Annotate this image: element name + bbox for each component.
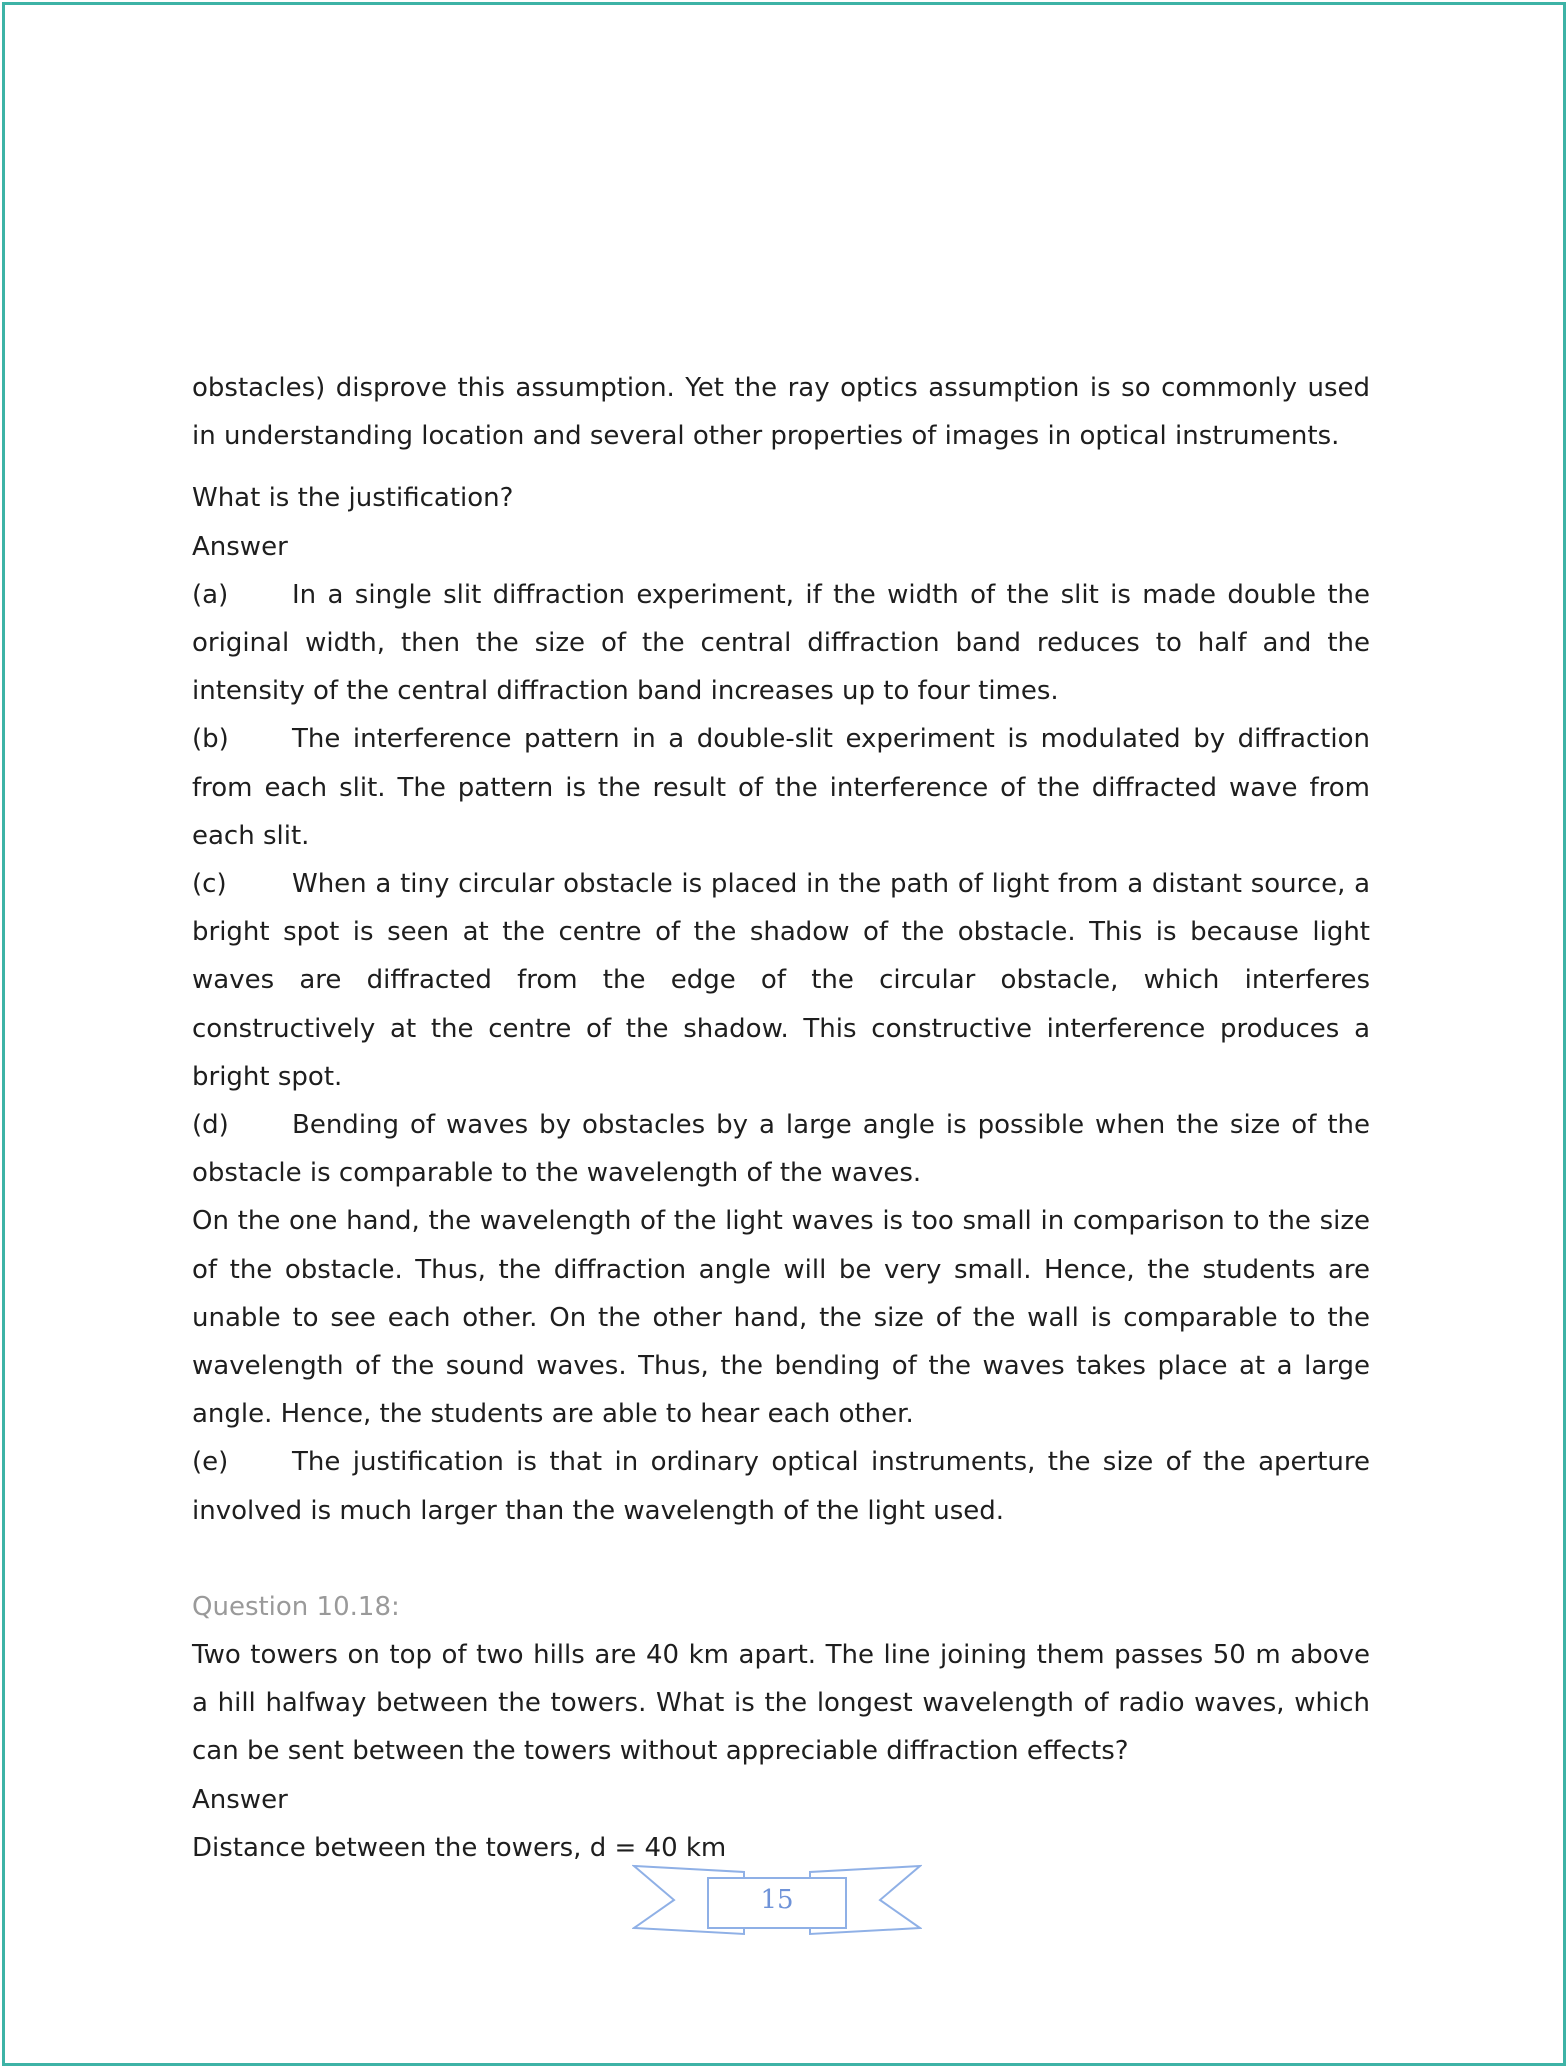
item-text: In a single slit diffraction experiment, if the width of the slit is made double the original width, then the size of the central diffraction band reduces to half and the intensity of the central diffraction band increases up to four times. xyxy=(192,579,1370,707)
page-number: 15 xyxy=(760,1885,794,1915)
item-label: (b) xyxy=(192,724,229,755)
item-label: (c) xyxy=(192,869,227,900)
item-text: When a tiny circular obstacle is placed in the path of light from a distant source, a bright spot is seen at the centre of the shadow of the obstacle. This is because light waves are diffracted from the edge of the circular obstacle, which interferes constructively at the centre of the shadow. This constructive interference produces a bright spot. xyxy=(192,869,1370,1092)
item-label: (d) xyxy=(192,1110,229,1141)
item-text: The interference pattern in a double-slit experiment is modulated by diffraction from each slit. The pattern is the result of the interference of the diffracted wave from each slit. xyxy=(192,724,1370,851)
answer-item-b xyxy=(192,715,1370,860)
answer-label: Answer xyxy=(192,531,288,562)
answer-item-a xyxy=(192,571,1370,716)
answer-item-e xyxy=(192,1438,1370,1534)
question-text: Two towers on top of two hills are 40 km apart. The line joining them passes 50 m above a hill halfway between the towers. What is the longest wavelength of radio waves, which can be sent between the towers without appreciable diffraction effects? xyxy=(192,1640,1370,1767)
item-label: (a) xyxy=(192,579,229,610)
answer-label: Answer xyxy=(192,1784,288,1815)
paragraph-intro: obstacles) disprove this assumption. Yet the ray optics assumption is so commonly used in understanding location and several other properties of images in optical instruments. xyxy=(192,373,1370,452)
item-label: (e) xyxy=(192,1447,229,1478)
paragraph-justification-question: What is the justification? xyxy=(192,483,514,514)
answer-item-c xyxy=(192,860,1370,1101)
item-text: Bending of waves by obstacles by a large angle is possible when the size of the obstacle is comparable to the wavelength of the waves. xyxy=(192,1110,1370,1189)
answer-item-d-continued: On the one hand, the wavelength of the light waves is too small in comparison to the size of the obstacle. Thus, the diffraction angle will be very small. Hence, the students are unable to see each other. On the other hand, the size of the wall is comparable to the wavelength of the sound waves. Thus, the bending of the waves takes place at a large angle. Hence, the students are able to hear each other. xyxy=(192,1206,1370,1430)
question-heading: Question 10.18: xyxy=(192,1591,400,1622)
answer-item-d xyxy=(192,1101,1370,1197)
item-text: The justification is that in ordinary optical instruments, the size of the aperture involved is much larger than the wavelength of the light used. xyxy=(192,1447,1370,1526)
document-body xyxy=(192,364,1370,1872)
answer-line: Distance between the towers, d = 40 km xyxy=(192,1832,727,1863)
page-number-ribbon xyxy=(632,1860,922,1940)
